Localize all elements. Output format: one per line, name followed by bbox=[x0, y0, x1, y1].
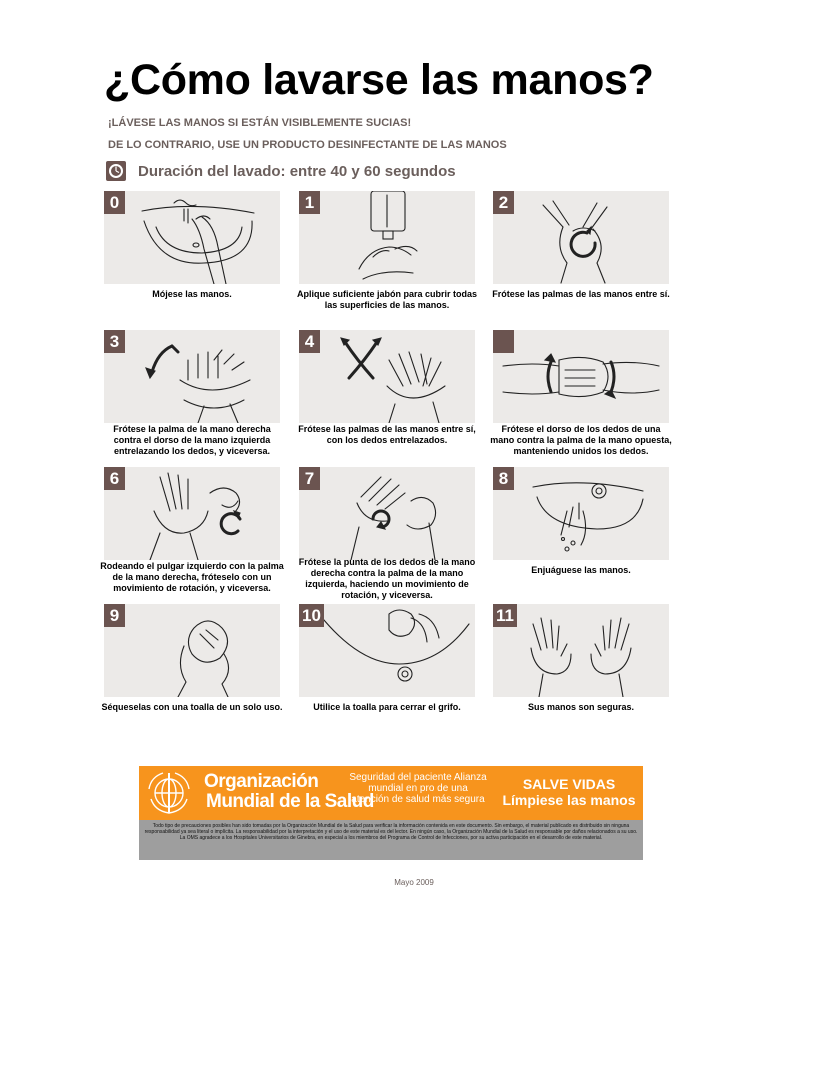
step-number: 10 bbox=[299, 604, 324, 627]
step-8-illustration bbox=[493, 467, 669, 560]
disclaimer-line1: Todo tipo de precauciones posibles han sido tomadas por la Organización Mundial de la Salud para verificar la información contenida en este documento. Sin embargo, el material publicado es distribuido sin ninguna responsabilidad ya sea literal o implícita. La responsabilidad por la interpretación y el uso de este material es del lector. En ningún caso, la Organización Mundial de la Salud es responsable por daños relacionados a su uso. bbox=[144, 823, 638, 835]
step-number: 11 bbox=[493, 604, 517, 627]
step-number: 1 bbox=[299, 191, 320, 214]
subtitle-warning: ¡LÁVESE LAS MANOS SI ESTÁN VISIBLEMENTE SUCIAS! bbox=[108, 117, 412, 129]
duration-row bbox=[106, 160, 456, 182]
page-title: ¿Cómo lavarse las manos? bbox=[104, 56, 654, 104]
step-number: 9 bbox=[104, 604, 125, 627]
who-emblem-icon bbox=[145, 769, 193, 817]
save-lives-slogan bbox=[495, 776, 643, 808]
slogan-line1: SALVE VIDAS bbox=[522, 776, 616, 792]
org-name-line2: Mundial de la Salud bbox=[206, 791, 374, 812]
clock-icon bbox=[106, 161, 126, 181]
step-number: 0 bbox=[104, 191, 125, 214]
step-4-illustration bbox=[299, 330, 475, 423]
step-10-illustration bbox=[299, 604, 475, 697]
step-caption: Frótese la punta de los dedos de la mano derecha contra la palma de la mano izquierda, haciendo un movimiento de rotación, y viceversa. bbox=[298, 557, 476, 600]
step-caption: Aplique suficiente jabón para cubrir todas las superficies de las manos. bbox=[296, 289, 478, 310]
step-caption: Frótese la palma de la mano derecha contra el dorso de la mano izquierda entrelazando los dedos, y viceversa. bbox=[113, 424, 271, 456]
step-number: 8 bbox=[493, 467, 514, 490]
step-caption: Sus manos son seguras. bbox=[527, 702, 635, 712]
step-6-illustration bbox=[104, 467, 280, 560]
patient-safety-text: Seguridad del paciente Alianza mundial en pro de una atención de salud más segura bbox=[349, 772, 487, 805]
step-caption: Séqueselas con una toalla de un solo uso. bbox=[101, 702, 283, 712]
duration-text: Duración del lavado: entre 40 y 60 segundos bbox=[138, 162, 456, 180]
subtitle-alternative: DE LO CONTRARIO, USE UN PRODUCTO DESINFECTANTE DE LAS MANOS bbox=[108, 139, 507, 151]
step-1-illustration bbox=[299, 191, 475, 284]
step-caption: Mójese las manos. bbox=[152, 289, 232, 299]
step-number: 3 bbox=[104, 330, 125, 353]
step-number: 6 bbox=[104, 467, 125, 490]
step-5-illustration bbox=[493, 330, 669, 423]
step-9-illustration bbox=[104, 604, 280, 697]
step-number: 4 bbox=[299, 330, 320, 353]
step-caption: Rodeando el pulgar izquierdo con la palma de la mano derecha, fróteselo con un movimiento de rotación, y viceversa. bbox=[100, 561, 284, 593]
publication-date: Mayo 2009 bbox=[394, 878, 434, 887]
step-2-illustration bbox=[493, 191, 669, 284]
step-number: 7 bbox=[299, 467, 320, 490]
org-name-line1: Organización bbox=[204, 771, 319, 792]
step-3-illustration bbox=[104, 330, 280, 423]
step-caption: Frótese el dorso de los dedos de una mano contra la palma de la mano opuesta, manteniendo unidos los dedos. bbox=[490, 424, 672, 456]
step-number: 2 bbox=[493, 191, 514, 214]
step-caption: Frótese las palmas de las manos entre sí, con los dedos entrelazados. bbox=[298, 424, 476, 445]
step-7-illustration bbox=[299, 467, 475, 560]
step-0-illustration bbox=[104, 191, 280, 284]
step-caption: Frótese las palmas de las manos entre sí. bbox=[492, 289, 670, 299]
who-banner bbox=[139, 766, 643, 820]
slogan-line2: Límpiese las manos bbox=[502, 792, 636, 808]
step-caption: Utilice la toalla para cerrar el grifo. bbox=[313, 702, 461, 712]
disclaimer bbox=[139, 820, 643, 860]
step-number bbox=[493, 330, 514, 353]
disclaimer-line2: La OMS agradece a los Hospitales Universitarios de Ginebra, en especial a los miembros del Programa de Control de Infecciones, por su activa participación en el desarrollo de este material. bbox=[179, 835, 603, 841]
step-11-illustration bbox=[493, 604, 669, 697]
step-caption: Enjuáguese las manos. bbox=[531, 565, 631, 575]
